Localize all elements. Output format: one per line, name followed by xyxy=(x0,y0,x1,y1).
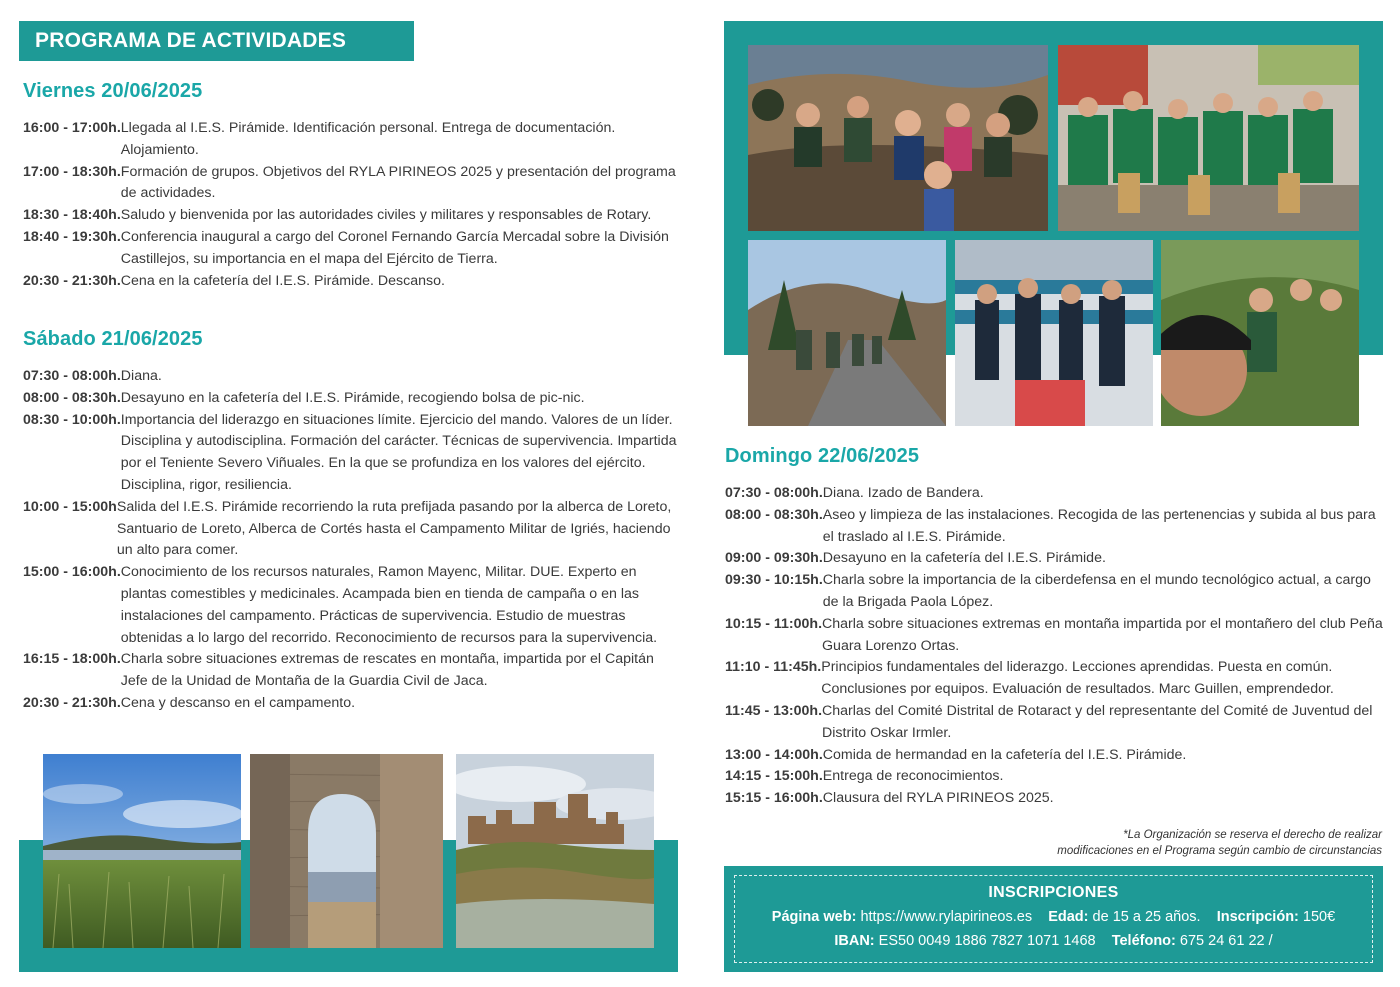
schedule-row xyxy=(725,614,1387,658)
schedule-row xyxy=(725,657,1387,701)
schedule-description: Llegada al I.E.S. Pirámide. Identificación personal. Entrega de documentación. Alojamiento. xyxy=(120,120,616,158)
schedule-row xyxy=(725,483,1387,505)
schedule-time: 11:45 - 13:00h. xyxy=(725,702,823,719)
schedule-description: Charla sobre situaciones extremas de rescates en montaña, impartida por el Capitán Jefe de la Unidad de Montaña de la Guardia Civil de Jaca. xyxy=(120,651,654,690)
schedule-description: Diana. Izado de Bandera. xyxy=(822,485,984,501)
schedule-description: Desayuno en la cafetería del I.E.S. Pirámide. xyxy=(822,550,1106,567)
schedule-row xyxy=(725,570,1387,614)
schedule-row xyxy=(725,745,1387,767)
schedule-row xyxy=(725,701,1387,745)
schedule-row xyxy=(23,649,683,693)
schedule-row xyxy=(23,410,683,497)
inscripciones-line-1 xyxy=(735,909,1372,925)
schedule-description: Formación de grupos. Objetivos del RYLA PIRINEOS 2025 y presentación del programa de actividades. xyxy=(120,163,676,202)
schedule-time: 07:30 - 08:00h. xyxy=(23,368,121,384)
schedule-sunday xyxy=(725,483,1387,810)
schedule-description: Aseo y limpieza de las instalaciones. Recogida de las pertenencias y subida al bus para el traslado al I.E.S. Pirámide. xyxy=(822,506,1376,545)
fee-label: Inscripción: xyxy=(1216,909,1299,925)
schedule-time: 09:00 - 09:30h. xyxy=(725,550,823,567)
schedule-description: Saludo y bienvenida por las autoridades civiles y militares y responsables de Rotary. xyxy=(120,207,652,224)
day-heading-saturday: Sábado 21/06/2025 xyxy=(23,328,203,350)
age-value: de 15 a 25 años. xyxy=(1092,909,1201,925)
schedule-description: Importancia del liderazgo en situaciones límite. Ejercicio del mando. Valores de un líder. Disciplina y autodisciplina. Formación del carácter. Técnicas de supervivencia. Impartida por el Teniente Severo Viñuales. En la que se profundiza en los valores del ejército. Disciplina, rigor, resiliencia. xyxy=(120,411,677,493)
schedule-row xyxy=(23,205,683,227)
schedule-time: 08:00 - 08:30h. xyxy=(725,506,823,523)
page-title: PROGRAMA DE ACTIVIDADES xyxy=(19,21,414,61)
iban-label: IBAN: xyxy=(834,933,875,949)
schedule-description: Diana. xyxy=(120,368,162,384)
schedule-time: 20:30 - 21:30h. xyxy=(23,694,121,711)
photo-hikers-on-road xyxy=(748,240,946,426)
inscripciones-box xyxy=(724,866,1383,972)
photo-group-green-sweatshirts xyxy=(1058,45,1359,231)
photo-auditorium-group xyxy=(955,240,1153,426)
disclaimer-note xyxy=(930,827,1382,859)
photo-lake-landscape xyxy=(43,754,241,948)
schedule-row xyxy=(23,562,683,649)
schedule-row xyxy=(23,497,683,562)
schedule-description: Cena en la cafetería del I.E.S. Pirámide. Descanso. xyxy=(120,272,445,289)
schedule-time: 20:30 - 21:30h. xyxy=(23,272,121,289)
schedule-row xyxy=(23,388,683,410)
phone-value: 675 24 61 22 / xyxy=(1179,933,1273,949)
schedule-row xyxy=(23,162,683,206)
schedule-row xyxy=(23,271,683,293)
schedule-description: Comida de hermandad en la cafetería del I.E.S. Pirámide. xyxy=(822,746,1187,763)
schedule-time: 14:15 - 15:00h. xyxy=(725,768,823,785)
inscripciones-line-2 xyxy=(735,933,1372,949)
schedule-description: Charla sobre situaciones extremas en montaña impartida por el montañero del club Peña Guara Lorenzo Ortas. xyxy=(822,615,1383,654)
schedule-description: Clausura del RYLA PIRINEOS 2025. xyxy=(822,790,1054,807)
schedule-time: 08:00 - 08:30h. xyxy=(23,389,121,406)
fee-value: 150€ xyxy=(1302,909,1336,925)
photo-castle-hill xyxy=(456,754,654,948)
photo-stone-arch xyxy=(250,754,443,948)
inscripciones-title: INSCRIPCIONES xyxy=(988,884,1119,901)
schedule-saturday xyxy=(23,366,683,715)
schedule-row xyxy=(725,505,1387,549)
schedule-time: 18:40 - 19:30h. xyxy=(23,228,121,245)
schedule-description: Cena y descanso en el campamento. xyxy=(120,694,356,711)
schedule-time: 10:00 - 15:00h xyxy=(23,498,117,515)
day-heading-friday: Viernes 20/06/2025 xyxy=(23,80,203,102)
schedule-row xyxy=(23,118,683,162)
schedule-description: Conocimiento de los recursos naturales, Ramon Mayenc, Militar. DUE. Experto en plantas comestibles y medicinales. Acampada bien en tienda de campaña o en las instalaciones del campamento. Prácticas de supervivencia. Estudio de muestras obtenidas a lo largo del recorrido. Reconocimiento de recursos para la supervivencia. xyxy=(120,564,658,646)
web-link[interactable]: https://www.rylapirineos.es xyxy=(860,909,1033,925)
schedule-description: Charlas del Comité Distrital de Rotaract y del representante del Comité de Juventud del Distrito Oskar Irmler. xyxy=(822,702,1373,741)
iban-value: ES50 0049 1886 7827 1071 1468 xyxy=(878,933,1096,949)
schedule-time: 18:30 - 18:40h. xyxy=(23,207,121,224)
age-label: Edad: xyxy=(1048,909,1089,925)
schedule-description: Principios fundamentales del liderazgo. Lecciones aprendidas. Puesta en común. Conclusiones por equipos. Evaluación de resultados. Marc Guillen, emprendedor. xyxy=(821,659,1334,698)
photo-group-selfie-mountain xyxy=(748,45,1048,231)
inscripciones-dashed-border xyxy=(734,875,1373,963)
schedule-time: 11:10 - 11:45h. xyxy=(725,659,822,676)
schedule-description: Conferencia inaugural a cargo del Coronel Fernando García Mercadal sobre la División Castillejos, su importancia en el mapa del Ejército de Tierra. xyxy=(120,228,669,267)
schedule-description: Charla sobre la importancia de la ciberdefensa en el mundo tecnológico actual, a cargo de la Brigada Paola López. xyxy=(822,572,1371,610)
schedule-description: Desayuno en la cafetería del I.E.S. Pirámide, recogiendo bolsa de pic-nic. xyxy=(120,389,585,406)
schedule-friday xyxy=(23,118,683,292)
disclaimer-line-2: modificaciones en el Programa según cambio de circunstancias xyxy=(1057,845,1382,857)
schedule-time: 10:15 - 11:00h. xyxy=(725,615,823,632)
day-heading-sunday: Domingo 22/06/2025 xyxy=(725,445,920,467)
schedule-row xyxy=(725,788,1387,810)
schedule-row xyxy=(23,227,683,271)
photo-trail-selfie xyxy=(1161,240,1359,426)
schedule-description: Entrega de reconocimientos. xyxy=(822,768,1004,785)
schedule-time: 08:30 - 10:00h. xyxy=(23,411,121,428)
schedule-time: 16:15 - 18:00h. xyxy=(23,651,121,668)
schedule-time: 16:00 - 17:00h. xyxy=(23,120,121,136)
schedule-time: 07:30 - 08:00h. xyxy=(725,485,823,501)
schedule-time: 15:15 - 16:00h. xyxy=(725,790,823,807)
schedule-row xyxy=(725,766,1387,788)
phone-label: Teléfono: xyxy=(1111,933,1176,949)
schedule-description: Salida del I.E.S. Pirámide recorriendo la ruta prefijada pasando por la alberca de Loreto, Santuario de Loreto, Alberca de Cortés hasta el Campamento Militar de Igriés, haciendo un alto para comer. xyxy=(116,498,672,559)
schedule-time: 09:30 - 10:15h. xyxy=(725,572,823,589)
schedule-row xyxy=(23,366,683,388)
schedule-time: 13:00 - 14:00h. xyxy=(725,746,823,763)
schedule-time: 17:00 - 18:30h. xyxy=(23,163,121,180)
web-label: Página web: xyxy=(771,909,857,925)
schedule-time: 15:00 - 16:00h. xyxy=(23,564,121,581)
disclaimer-line-1: *La Organización se reserva el derecho de realizar xyxy=(1123,829,1382,841)
schedule-row xyxy=(23,693,683,715)
schedule-row xyxy=(725,548,1387,570)
